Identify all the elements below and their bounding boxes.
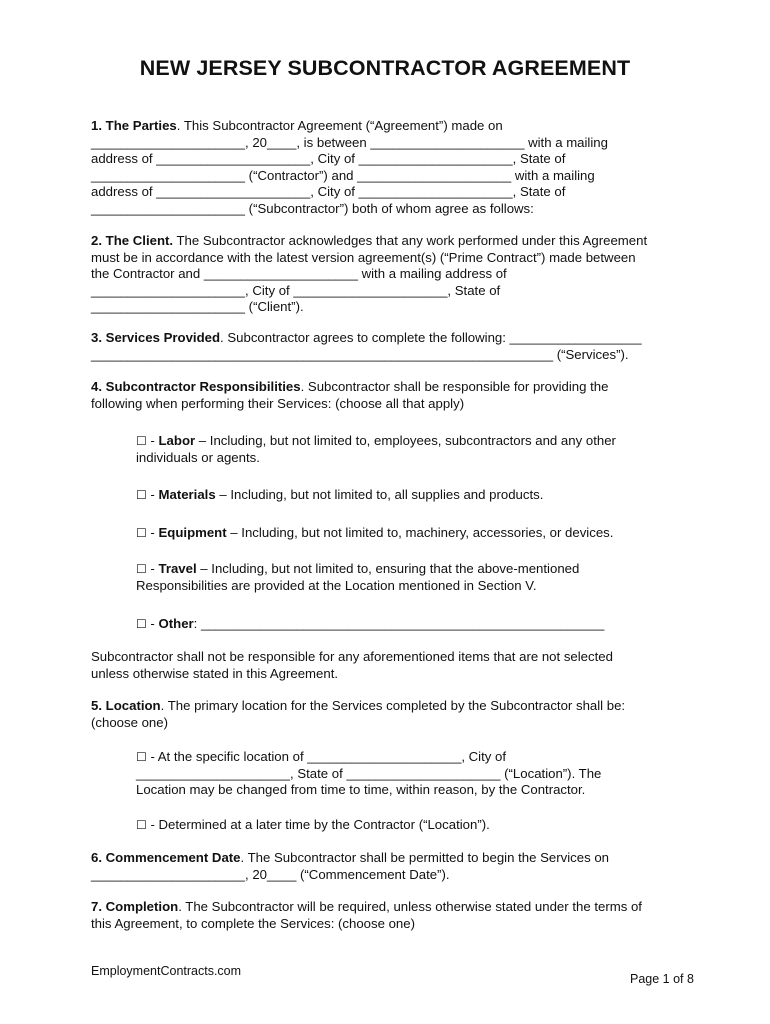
checkbox[interactable]: ☐ [136,750,147,764]
checkbox[interactable]: ☐ [136,818,147,832]
section-client: 2. The Client. The Subcontractor acknowledges that any work performed under this Agreement must be in accordance with the latest version agreement(s) (“Prime Contract”) made between the Contractor and _____________________ with a mailing address of _____________________, City of _____________________, State of _____________________ (“Client”). [91,233,648,314]
option-other: ☐ - Other: _______________________________________________________ [136,616,605,631]
page-number: Page 1 of 8 [630,972,694,986]
document-title: NEW JERSEY SUBCONTRACTOR AGREEMENT [139,56,631,80]
section-parties: 1. The Parties. This Subcontractor Agreement (“Agreement”) made on _____________________, 20____, is between _____________________ with a mailing address of _____________________, City of _____________________, State of _____________________ (“Contractor”) and _____________________ with a mailing address of _____________________, City of _____________________, State of _____________________ (“Subcontractor”) both of whom agree as follows: [91,118,608,216]
footer-source: EmploymentContracts.com [91,964,242,978]
section-heading: 3. Services Provided [91,330,221,345]
section-heading: 1. The Parties [91,118,177,133]
section-heading: 5. Location [91,698,161,713]
section-commencement-date: 6. Commencement Date. The Subcontractor shall be permitted to begin the Services on _____________________, 20____ (“Commencement Date”). [91,850,609,882]
option-travel: ☐ - Travel – Including, but not limited to, ensuring that the above-mentioned Responsibilities are provided at the Location mentioned in Section V. [136,561,580,593]
checkbox[interactable]: ☐ [136,434,147,448]
option-equipment: ☐ - Equipment – Including, but not limited to, machinery, accessories, or devices. [136,525,614,540]
section-completion: 7. Completion. The Subcontractor will be required, unless otherwise stated under the terms of this Agreement, to complete the Services: (choose one) [91,899,642,931]
option-specific-location: ☐ - At the specific location of _____________________, City of _____________________, State of _____________________ (“Location”). The Location may be changed from time to time, within reason, by the Contractor. [136,749,602,797]
section-responsibilities: 4. Subcontractor Responsibilities. Subcontractor shall be responsible for providing the following when performing their Services: (choose all that apply) [91,379,609,411]
checkbox[interactable]: ☐ [136,617,147,631]
responsibilities-closing: Subcontractor shall not be responsible for any aforementioned items that are not selected unless otherwise stated in this Agreement. [91,649,613,681]
checkbox[interactable]: ☐ [136,526,147,540]
section-heading: 4. Subcontractor Responsibilities [91,379,301,394]
section-services: 3. Services Provided. Subcontractor agrees to complete the following: __________________ _______________________________________________________________ (“Services”). [91,330,642,362]
option-later-location: ☐ - Determined at a later time by the Contractor (“Location”). [136,817,490,832]
option-labor: ☐ - Labor – Including, but not limited to, employees, subcontractors and any other individuals or agents. [136,433,616,465]
checkbox[interactable]: ☐ [136,488,147,502]
option-materials: ☐ - Materials – Including, but not limited to, all supplies and products. [136,487,544,502]
checkbox[interactable]: ☐ [136,562,147,576]
section-heading: 2. The Client. [91,233,174,248]
section-heading: 7. Completion [91,899,179,914]
section-heading: 6. Commencement Date [91,850,241,865]
section-location: 5. Location. The primary location for the Services completed by the Subcontractor shall be: (choose one) [91,698,626,730]
